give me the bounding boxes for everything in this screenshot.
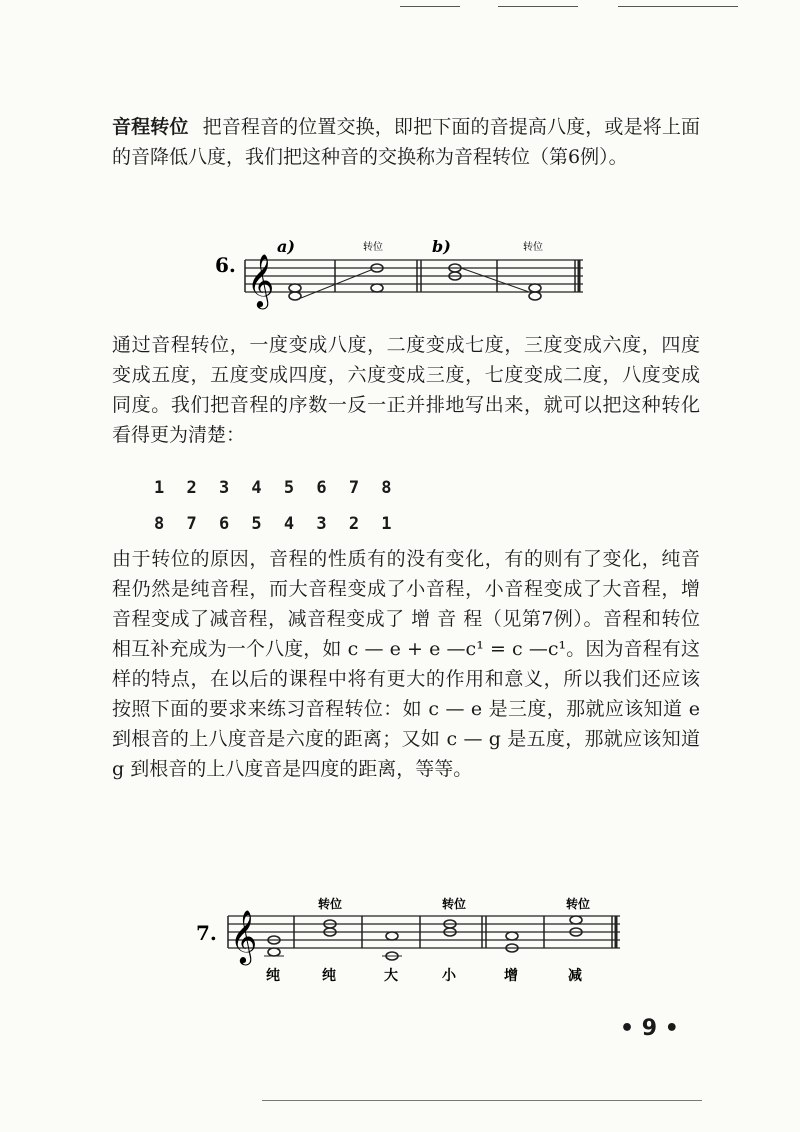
paragraph-text: 通过音程转位，一度变成八度，二度变成七度，三度变成六度，四度变成五度，五度变成四度，六度变成三度，七度变成二度，八度变成同度。我们把音程的序数一反一正并排地写出来，就可以把这种转化看得更为清楚：	[112, 334, 700, 446]
top-rule-3	[618, 6, 738, 7]
treble-clef-icon: 𝄞	[247, 253, 275, 307]
example-number: 7.	[196, 921, 217, 945]
interval-labels	[266, 967, 582, 984]
sequence-row-2: 8 7 6 5 4 3 2 1	[154, 514, 398, 534]
caption-inversion: 转位	[318, 897, 343, 911]
interval-label: 纯	[322, 968, 336, 984]
example-7-staff	[190, 894, 650, 990]
example-6-staff	[205, 236, 625, 316]
page-number: • 9 •	[620, 1016, 679, 1041]
staff-lines	[228, 916, 620, 948]
paragraph-inversion-rules	[112, 330, 700, 450]
whole-notes	[289, 264, 541, 300]
paragraph-text: 把音程音的位置交换，即把下面的音提高八度，或是将上面的音降低八度，我们把这种音的交换称为音程转位（第6例）。	[112, 116, 700, 168]
interval-label: 小	[442, 968, 456, 984]
paragraph-interval-inversion	[112, 112, 700, 172]
term-heading: 音程转位	[112, 116, 189, 138]
treble-clef-icon: 𝄞	[230, 909, 258, 963]
caption-inversion: 转位	[442, 897, 467, 911]
paragraph-interval-quality	[112, 544, 700, 784]
interval-label: 纯	[266, 968, 280, 984]
sequence-row-1: 1 2 3 4 5 6 7 8	[154, 478, 398, 498]
example-number: 6.	[215, 253, 236, 277]
interval-label: 减	[568, 968, 582, 984]
staff-lines	[245, 260, 583, 292]
interval-label: 增	[504, 968, 518, 984]
caption-inversion: 转位	[523, 242, 543, 253]
label-b: b)	[432, 237, 451, 256]
interval-label: 大	[384, 968, 398, 984]
bottom-rule	[262, 1100, 702, 1101]
label-a: a)	[277, 237, 295, 256]
top-rule-2	[498, 6, 578, 7]
caption-inversion: 转位	[566, 897, 591, 911]
caption-inversion: 转位	[363, 242, 383, 253]
paragraph-text: 由于转位的原因，音程的性质有的没有变化，有的则有了变化，纯音程仍然是纯音程，而大音程变成了小音程，小音程变成了大音程，增音程变成了减音程，减音程变成了 增 音 程（见第7例）。音程和转位相互补充成为一个八度，如 c — e + e —c¹ = c —c¹。因为音程有这样的特点，在以后的课程中将有更大的作用和意义，所以我们还应该按照下面的要求来练习音程转位：如 c — e 是三度，那就应该知道 e 到根音的上八度音是六度的距离；又如 c — g 是五度，那就应该知道 g 到根音的上八度音是四度的距离，等等。	[112, 548, 700, 780]
whole-notes	[268, 916, 582, 960]
top-rule-1	[400, 6, 460, 7]
